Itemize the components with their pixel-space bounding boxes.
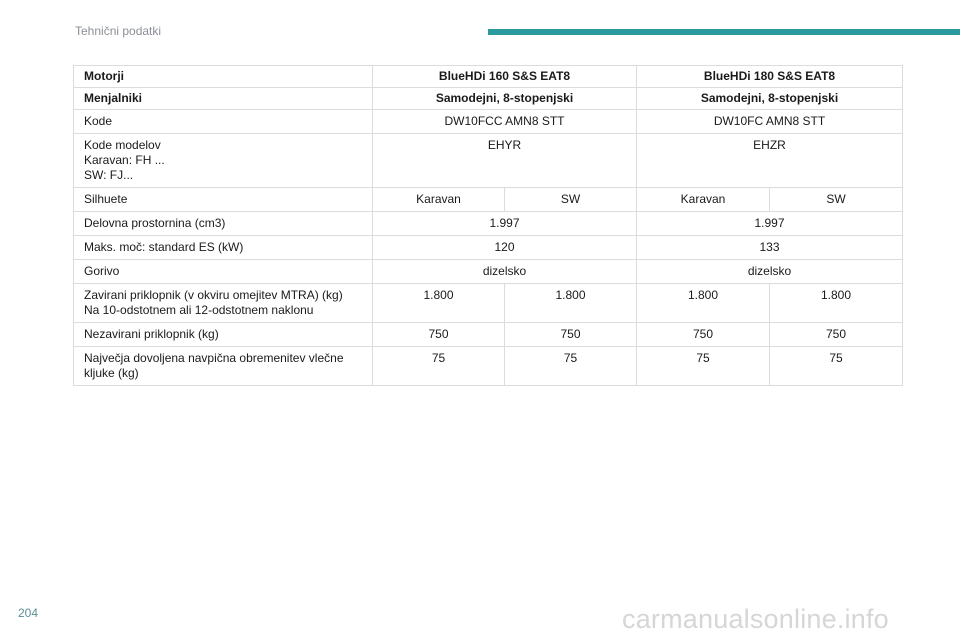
table-cell: 75 — [373, 347, 505, 386]
table-cell: 75 — [770, 347, 903, 386]
technical-specs-table — [73, 65, 903, 386]
table-cell: 750 — [637, 323, 770, 347]
table-cell: 1.800 — [637, 284, 770, 323]
engine-1-fuel: dizelsko — [373, 260, 637, 284]
table-row-motorji — [74, 66, 903, 88]
table-row-gorivo — [74, 260, 903, 284]
engine-1-gearbox: Samodejni, 8-stopenjski — [373, 88, 637, 110]
table-cell: 75 — [505, 347, 637, 386]
table-row-silhuete — [74, 188, 903, 212]
watermark: carmanualsonline.info — [622, 604, 889, 634]
table-cell: 1.800 — [505, 284, 637, 323]
row-label: Maks. moč: standard ES (kW) — [74, 236, 373, 260]
table-row-zavirani — [74, 284, 903, 323]
engine-2-code: DW10FC AMN8 STT — [637, 110, 903, 134]
row-label: Nezavirani priklopnik (kg) — [74, 323, 373, 347]
row-label: Silhuete — [74, 188, 373, 212]
engine-1-displacement: 1.997 — [373, 212, 637, 236]
row-label: Kode — [74, 110, 373, 134]
engine-1-code: DW10FCC AMN8 STT — [373, 110, 637, 134]
engine-2-model-code: EHZR — [637, 134, 903, 188]
engine-1-name: BlueHDi 160 S&S EAT8 — [373, 66, 637, 88]
row-label: Kode modelov Karavan: FH ... SW: FJ... — [74, 134, 373, 188]
table-row-kode-modelov — [74, 134, 903, 188]
table-row-obremenitev — [74, 347, 903, 386]
engine-1-sw: SW — [505, 188, 637, 212]
engine-2-name: BlueHDi 180 S&S EAT8 — [637, 66, 903, 88]
row-label: Gorivo — [74, 260, 373, 284]
table-cell: 75 — [637, 347, 770, 386]
table-row-kode — [74, 110, 903, 134]
table-row-menjalniki — [74, 88, 903, 110]
row-label: Največja dovoljena navpična obremenitev vlečne kljuke (kg) — [74, 347, 373, 386]
table-row-prostornina — [74, 212, 903, 236]
table-row-moc — [74, 236, 903, 260]
header-accent-bar — [488, 29, 960, 35]
page-number: 204 — [18, 606, 39, 620]
table-cell: 1.800 — [373, 284, 505, 323]
table-cell: 750 — [373, 323, 505, 347]
section-title: Tehnični podatki — [75, 24, 162, 38]
engine-2-fuel: dizelsko — [637, 260, 903, 284]
row-label: Zavirani priklopnik (v okviru omejitev MTRA) (kg) Na 10-odstotnem ali 12-odstotnem naklonu — [74, 284, 373, 323]
engine-1-power: 120 — [373, 236, 637, 260]
engine-2-gearbox: Samodejni, 8-stopenjski — [637, 88, 903, 110]
engine-2-sw: SW — [770, 188, 903, 212]
engine-2-displacement: 1.997 — [637, 212, 903, 236]
engine-1-karavan: Karavan — [373, 188, 505, 212]
engine-1-model-code: EHYR — [373, 134, 637, 188]
row-label: Motorji — [74, 66, 373, 88]
row-label: Menjalniki — [74, 88, 373, 110]
engine-2-karavan: Karavan — [637, 188, 770, 212]
table-row-nezavirani — [74, 323, 903, 347]
row-label: Delovna prostornina (cm3) — [74, 212, 373, 236]
table-cell: 1.800 — [770, 284, 903, 323]
table-cell: 750 — [505, 323, 637, 347]
engine-2-power: 133 — [637, 236, 903, 260]
table-cell: 750 — [770, 323, 903, 347]
